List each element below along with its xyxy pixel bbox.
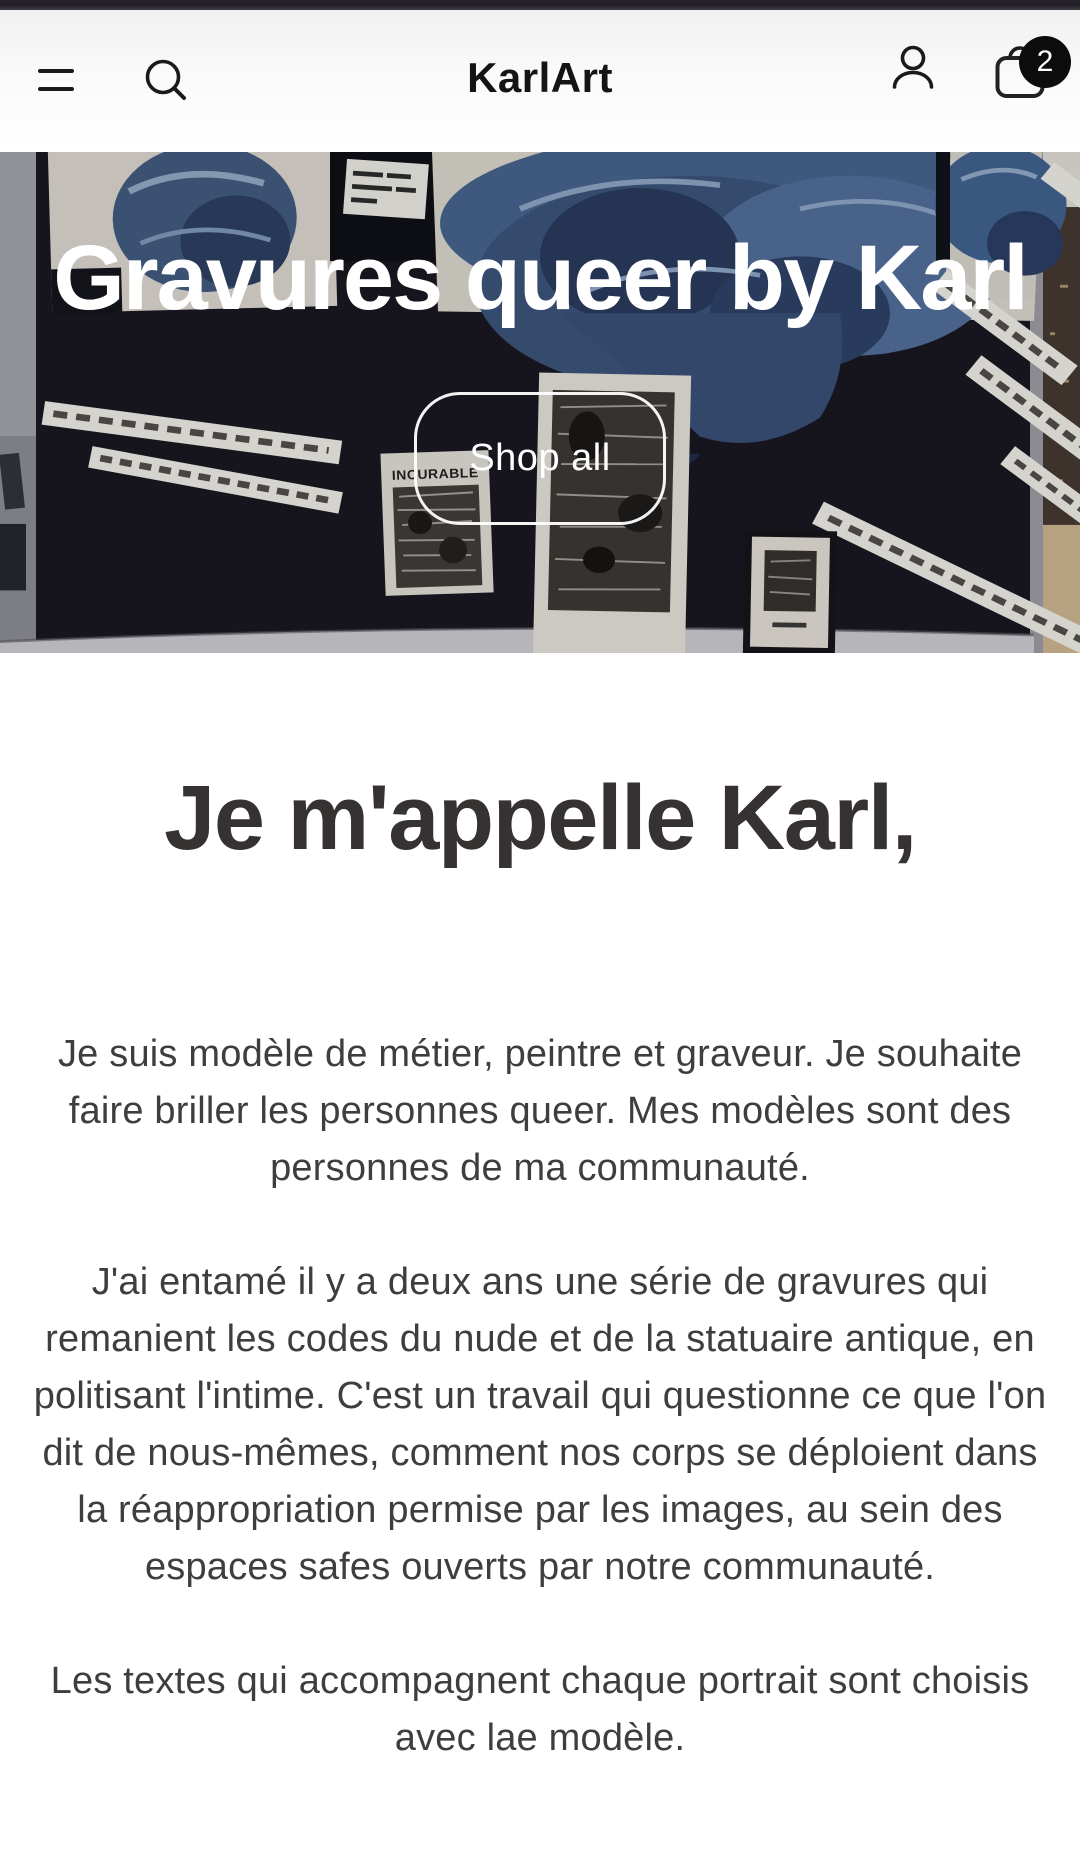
- cart-count-badge: 2: [1019, 36, 1071, 88]
- hero-print-label: INCURABLE: [391, 465, 479, 483]
- hero-banner: [0, 152, 1080, 653]
- store-logo[interactable]: KarlArt: [467, 54, 613, 101]
- shop-all-button[interactable]: Shop all: [414, 392, 666, 525]
- about-paragraph: J'ai entamé il y a deux ans une série de gravures qui remanient les codes du nude et de la statuaire antique, en politisant l'intime. C'est un travail qui questionne ce que l'on dit de nous-mêmes, comment nos corps se déploient dans la réappropriation permise par les images, au sein des espaces safes ouverts par notre communauté.: [33, 1261, 1047, 1589]
- account-icon: [889, 41, 937, 89]
- account-button[interactable]: [889, 41, 937, 89]
- about-heading: Je m'appelle Karl,: [164, 767, 916, 869]
- hero-heading: Gravures queer by Karl: [53, 227, 1027, 329]
- site-header: [0, 10, 1080, 152]
- status-bar: [0, 0, 1080, 10]
- about-section: [0, 653, 1080, 1847]
- about-paragraph: Je suis modèle de métier, peintre et graveur. Je souhaite faire briller les personnes queer. Mes modèles sont des personnes de ma communauté.: [57, 1033, 1023, 1190]
- about-paragraph: Les textes qui accompagnent chaque portrait sont choisis avec lae modèle.: [50, 1660, 1030, 1760]
